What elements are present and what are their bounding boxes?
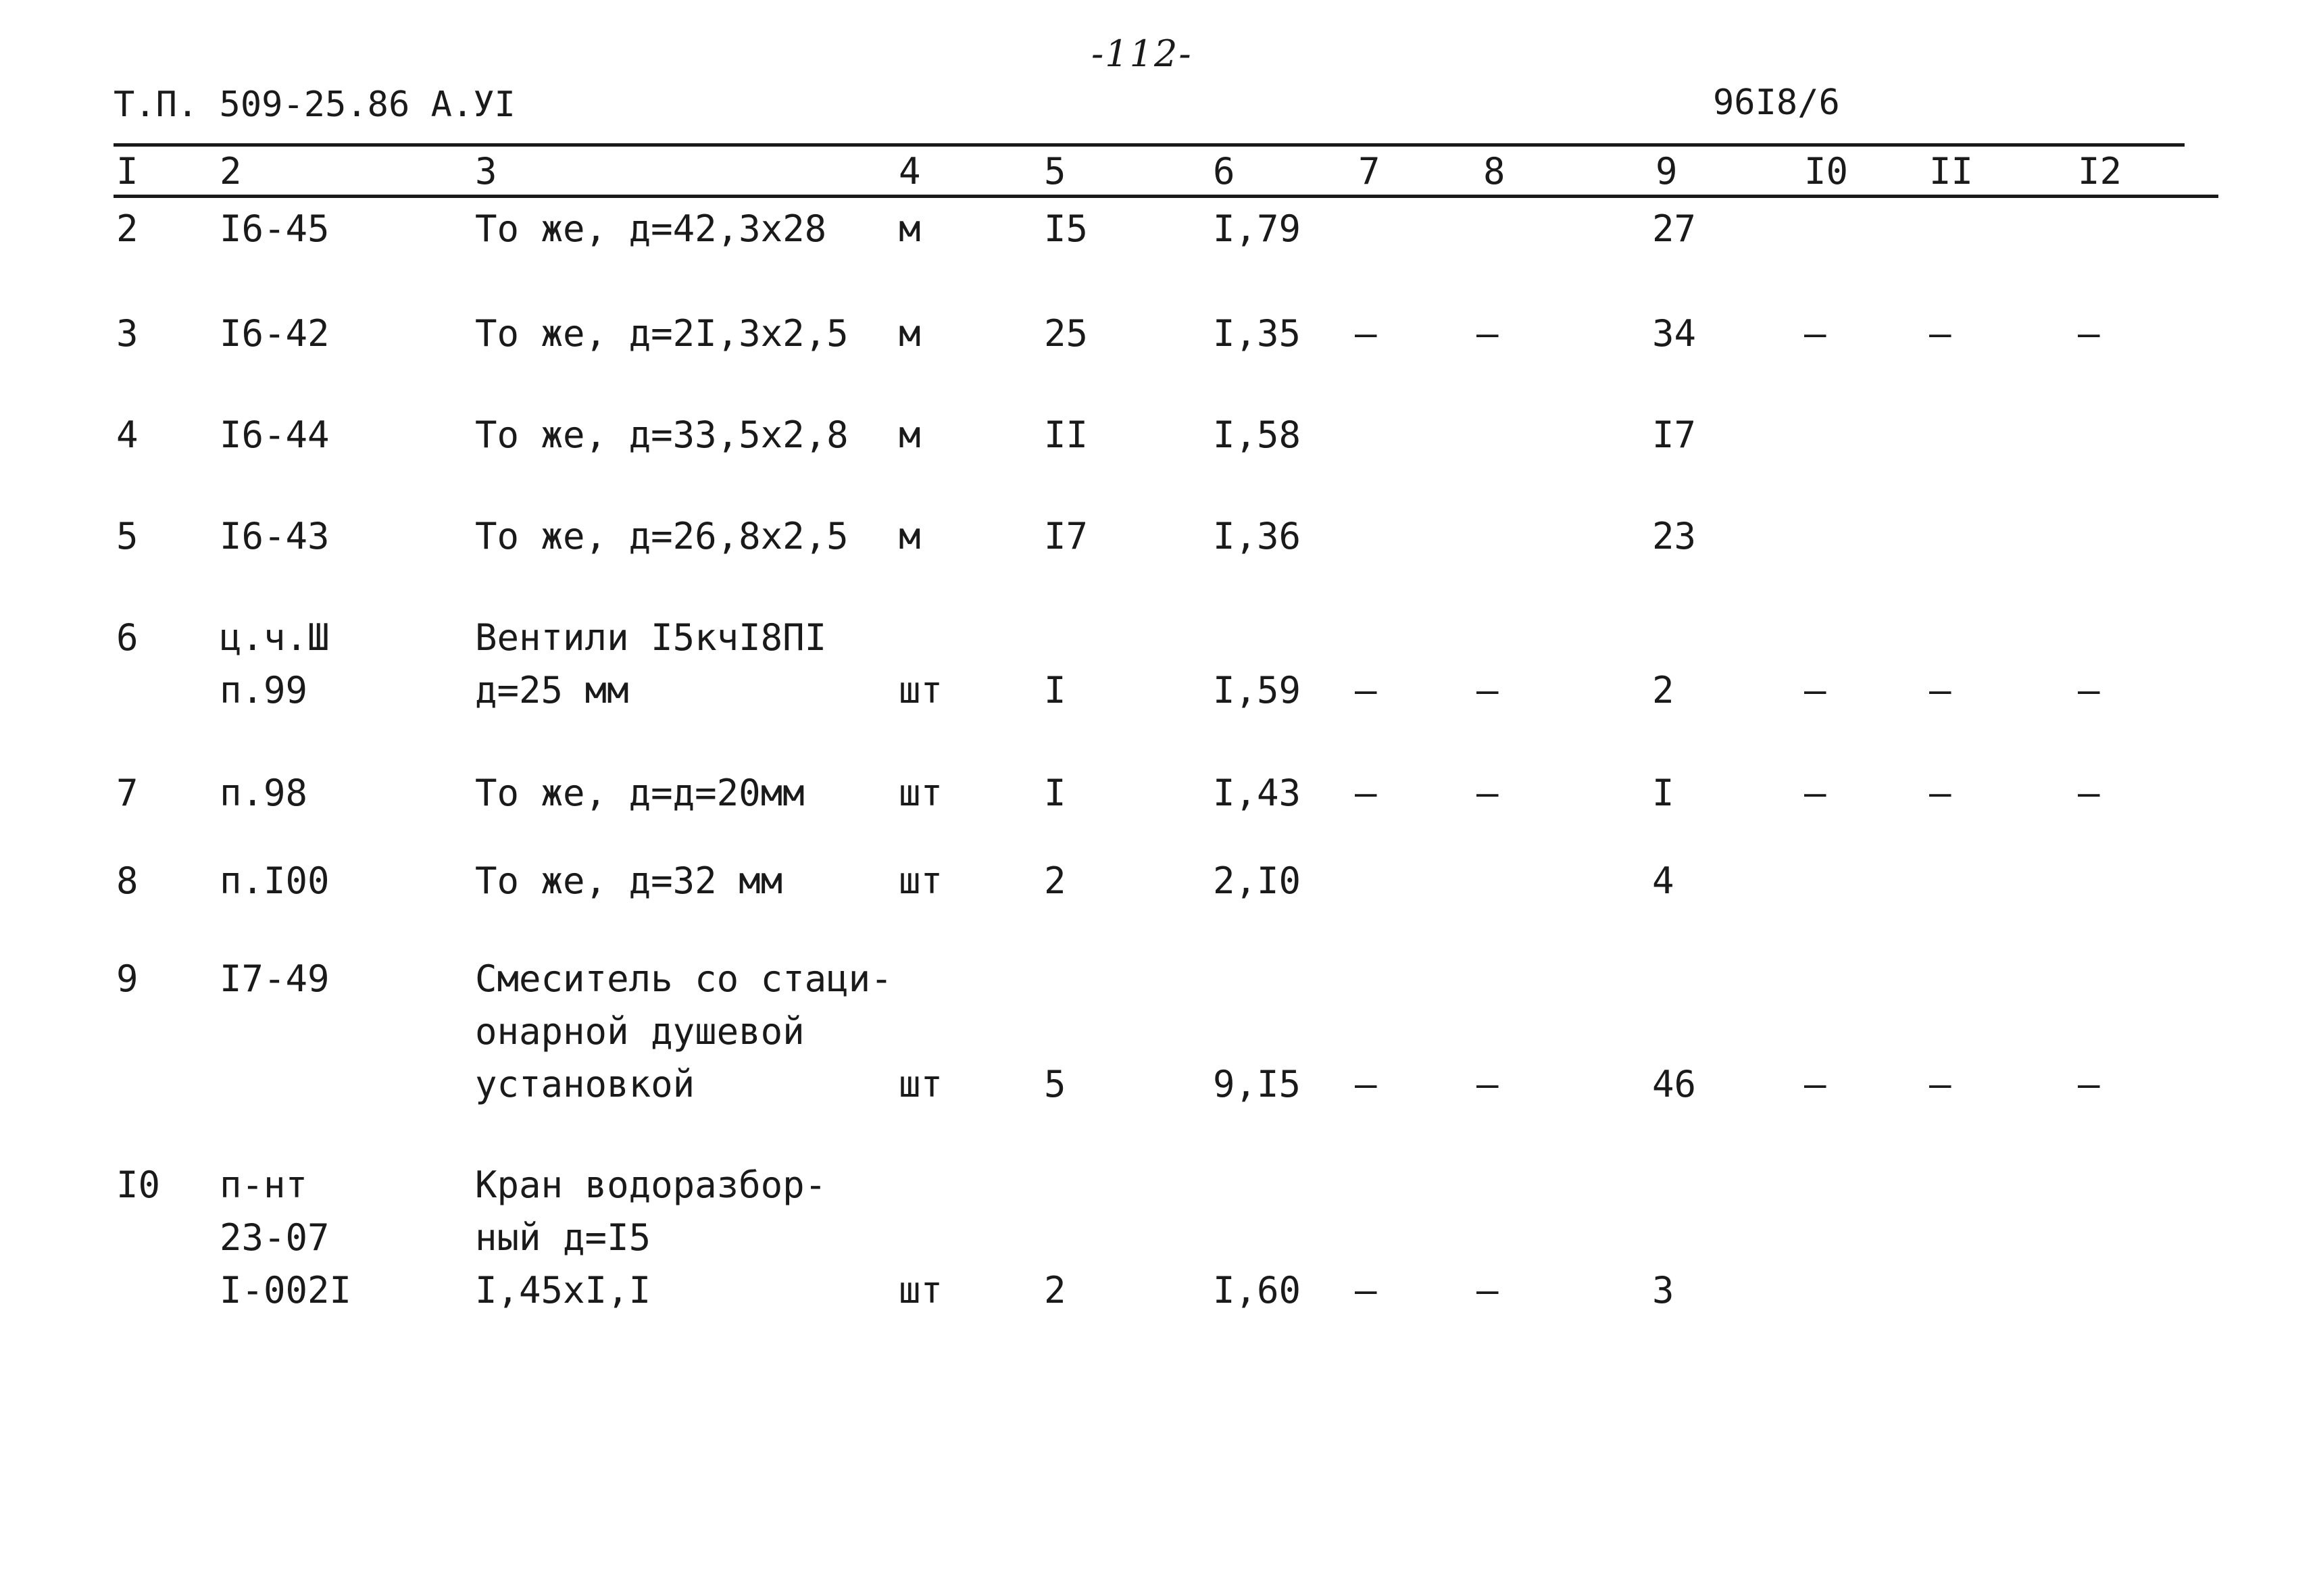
column-number: 5: [1044, 150, 1066, 193]
table-cell-col6: 9,I5: [1213, 1063, 1301, 1105]
table-cell-col3: установкой: [475, 1063, 695, 1105]
table-cell-col4: м: [899, 414, 921, 456]
column-number: 2: [220, 150, 242, 193]
table-cell-col2: п.99: [220, 669, 308, 712]
table-cell-col7: –: [1355, 1063, 1377, 1105]
table-cell-col12: –: [2078, 772, 2100, 814]
table-cell-col7: –: [1355, 312, 1377, 355]
page-number: -112-: [1091, 32, 1193, 75]
table-cell-col4: шт: [899, 1269, 943, 1312]
table-cell-col3: Кран водоразбор-: [475, 1164, 827, 1206]
table-cell-col5: II: [1044, 414, 1089, 456]
table-cell-col11: –: [1929, 1063, 1951, 1105]
column-number: 3: [475, 150, 497, 193]
column-number: II: [1929, 150, 1974, 193]
table-header-rule: [114, 195, 2218, 198]
table-cell-col12: –: [2078, 1063, 2100, 1105]
table-cell-col1: I0: [116, 1164, 161, 1206]
table-cell-col5: I: [1044, 669, 1066, 712]
table-cell-col9: 27: [1652, 207, 1697, 250]
table-cell-col6: I,36: [1213, 515, 1301, 557]
table-cell-col6: I,58: [1213, 414, 1301, 456]
table-cell-col6: I,43: [1213, 772, 1301, 814]
table-cell-col1: 3: [116, 312, 139, 355]
table-cell-col1: 8: [116, 859, 139, 902]
table-cell-col2: I6-44: [220, 414, 330, 456]
table-cell-col3: То же, д=32 мм: [475, 859, 783, 902]
table-cell-col6: I,79: [1213, 207, 1301, 250]
table-cell-col4: м: [899, 312, 921, 355]
table-cell-col7: –: [1355, 1269, 1377, 1312]
table-cell-col1: 4: [116, 414, 139, 456]
table-cell-col1: 5: [116, 515, 139, 557]
table-cell-col6: I,35: [1213, 312, 1301, 355]
table-cell-col1: 6: [116, 616, 139, 659]
table-cell-col9: 23: [1652, 515, 1697, 557]
table-cell-col8: –: [1476, 312, 1499, 355]
table-cell-col1: 9: [116, 957, 139, 1000]
table-cell-col6: 2,I0: [1213, 859, 1301, 902]
column-number: I: [116, 150, 139, 193]
table-cell-col11: –: [1929, 772, 1951, 814]
table-cell-col10: –: [1804, 312, 1826, 355]
table-cell-col1: 7: [116, 772, 139, 814]
table-cell-col5: 5: [1044, 1063, 1066, 1105]
table-cell-col12: –: [2078, 312, 2100, 355]
table-cell-col8: –: [1476, 1269, 1499, 1312]
table-cell-col6: I,60: [1213, 1269, 1301, 1312]
table-cell-col3: То же, д=26,8х2,5: [475, 515, 849, 557]
table-cell-col8: –: [1476, 669, 1499, 712]
table-cell-col2: I7-49: [220, 957, 330, 1000]
table-cell-col5: I7: [1044, 515, 1089, 557]
table-cell-col10: –: [1804, 1063, 1826, 1105]
column-number: I0: [1804, 150, 1849, 193]
table-cell-col6: I,59: [1213, 669, 1301, 712]
table-cell-col5: 25: [1044, 312, 1089, 355]
table-cell-col2: п.I00: [220, 859, 330, 902]
table-cell-col5: I: [1044, 772, 1066, 814]
table-cell-col10: –: [1804, 669, 1826, 712]
table-cell-col2: I6-42: [220, 312, 330, 355]
table-cell-col7: –: [1355, 772, 1377, 814]
table-cell-col2: п-нт: [220, 1164, 308, 1206]
column-number: 6: [1213, 150, 1235, 193]
table-cell-col9: I: [1652, 772, 1674, 814]
table-cell-col4: шт: [899, 1063, 943, 1105]
table-cell-col5: I5: [1044, 207, 1089, 250]
table-cell-col11: –: [1929, 669, 1951, 712]
column-number: I2: [2078, 150, 2122, 193]
table-cell-col4: шт: [899, 859, 943, 902]
table-cell-col4: м: [899, 207, 921, 250]
table-cell-col9: I7: [1652, 414, 1697, 456]
column-number: 4: [899, 150, 921, 193]
table-cell-col3: То же, д=33,5х2,8: [475, 414, 849, 456]
table-cell-col3: ный д=I5: [475, 1216, 651, 1259]
table-cell-col12: –: [2078, 669, 2100, 712]
table-cell-col4: шт: [899, 669, 943, 712]
column-number: 7: [1358, 150, 1380, 193]
table-cell-col5: 2: [1044, 859, 1066, 902]
table-cell-col3: Вентили I5кчI8ПI: [475, 616, 827, 659]
table-cell-col9: 3: [1652, 1269, 1674, 1312]
table-cell-col2: I6-45: [220, 207, 330, 250]
table-cell-col3: То же, д=2I,3х2,5: [475, 312, 849, 355]
table-top-rule: [114, 143, 2185, 147]
table-cell-col4: шт: [899, 772, 943, 814]
table-cell-col9: 34: [1652, 312, 1697, 355]
table-cell-col3: То же, д=д=20мм: [475, 772, 805, 814]
table-cell-col2: I6-43: [220, 515, 330, 557]
table-cell-col9: 4: [1652, 859, 1674, 902]
sheet-number: 96I8/6: [1713, 82, 1840, 123]
table-cell-col3: д=25 мм: [475, 669, 629, 712]
table-cell-col2: п.98: [220, 772, 308, 814]
table-cell-col4: м: [899, 515, 921, 557]
document-code: Т.П. 509-25.86 А.УI: [114, 84, 516, 125]
table-cell-col2: ц.ч.Ш: [220, 616, 330, 659]
table-cell-col2: I-002I: [220, 1269, 352, 1312]
table-cell-col8: –: [1476, 772, 1499, 814]
table-cell-col2: 23-07: [220, 1216, 330, 1259]
table-cell-col1: 2: [116, 207, 139, 250]
table-cell-col9: 46: [1652, 1063, 1697, 1105]
table-cell-col10: –: [1804, 772, 1826, 814]
column-number: 9: [1656, 150, 1678, 193]
table-cell-col3: То же, д=42,3х28: [475, 207, 827, 250]
table-cell-col3: I,45хI,I: [475, 1269, 651, 1312]
table-cell-col9: 2: [1652, 669, 1674, 712]
column-number: 8: [1483, 150, 1505, 193]
table-cell-col11: –: [1929, 312, 1951, 355]
table-cell-col5: 2: [1044, 1269, 1066, 1312]
table-cell-col8: –: [1476, 1063, 1499, 1105]
table-cell-col7: –: [1355, 669, 1377, 712]
table-cell-col3: онарной душевой: [475, 1010, 805, 1053]
table-cell-col3: Смеситель со стаци-: [475, 957, 893, 1000]
